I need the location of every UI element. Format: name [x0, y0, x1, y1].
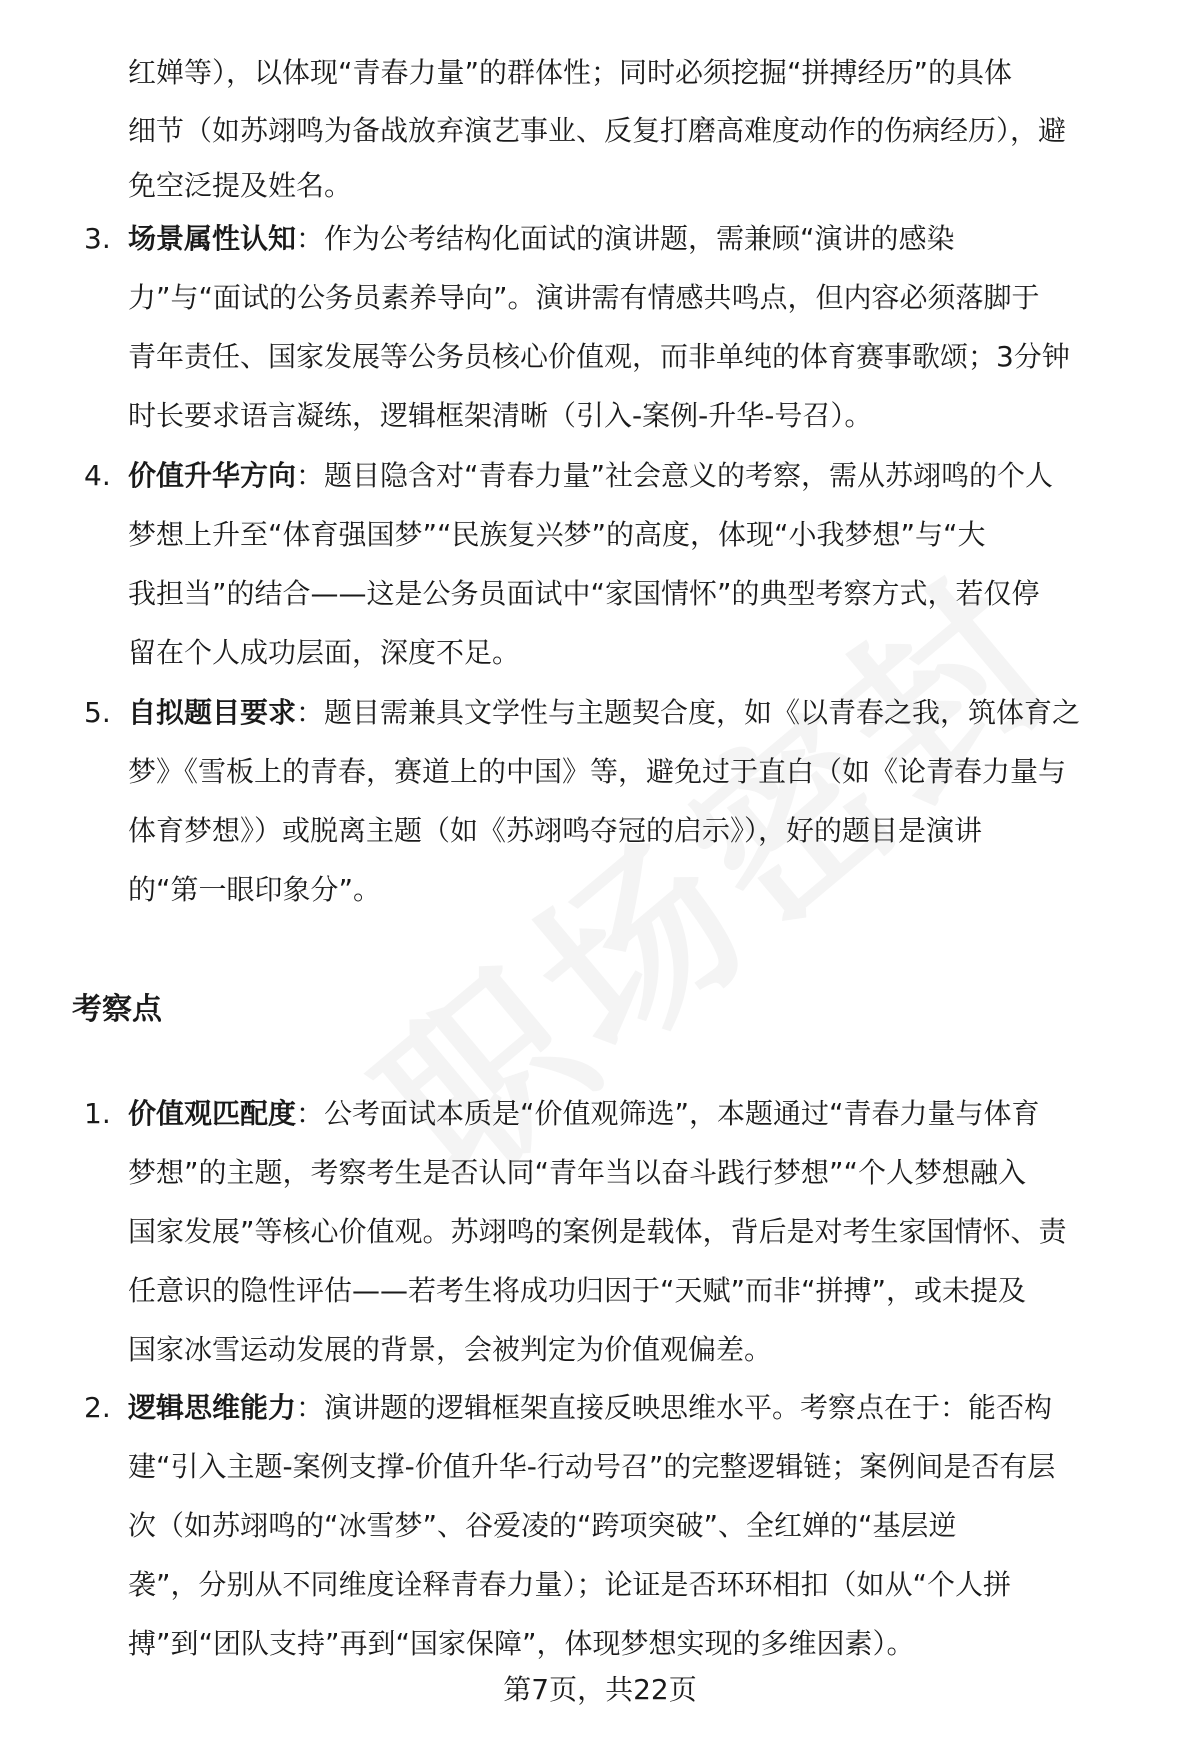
item-line: 时长要求语言凝练，逻辑框架清晰（引入-案例-升华-号召）。 — [128, 399, 873, 432]
item-text: ：题目需兼具文学性与主题契合度，如《以青春之我，筑体育之 — [296, 696, 1081, 729]
item-line: 梦想”的主题，考察考生是否认同“青年当以奋斗践行梦想”“个人梦想融入 — [128, 1156, 1027, 1189]
item-line: 搏”到“团队支持”再到“国家保障”，体现梦想实现的多维因素）。 — [128, 1627, 915, 1660]
item-line: 任意识的隐性评估——若考生将成功归因于“天赋”而非“拼搏”，或未提及 — [128, 1274, 1027, 1307]
item-text: ：公考面试本质是“价值观筛选”，本题通过“青春力量与体育 — [296, 1097, 1040, 1130]
item-title: 价值观匹配度 — [128, 1097, 297, 1130]
item-line: 袭”，分别从不同维度诠释青春力量）；论证是否环环相扣（如从“个人拼 — [128, 1568, 1012, 1601]
item-line: 梦想上升至“体育强国梦”“民族复兴梦”的高度，体现“小我梦想”与“大 — [128, 518, 986, 551]
list-number: 3. — [84, 222, 111, 255]
intro-line: 免空泛提及姓名。 — [128, 169, 353, 202]
intro-line: 红婵等），以体现“青春力量”的群体性；同时必须挖掘“拼搏经历”的具体 — [128, 56, 1013, 89]
item-title: 逻辑思维能力 — [128, 1391, 297, 1424]
item-line: 留在个人成功层面，深度不足。 — [128, 636, 521, 669]
item-title: 场景属性认知 — [128, 222, 297, 255]
item-title: 自拟题目要求 — [128, 696, 297, 729]
item-line: 体育梦想》）或脱离主题（如《苏翊鸣夺冠的启示》），好的题目是演讲 — [128, 814, 983, 847]
list-number: 5. — [84, 696, 111, 729]
item-line: 青年责任、国家发展等公务员核心价值观，而非单纯的体育赛事歌颂；3分钟 — [128, 340, 1070, 373]
page-number-footer: 第7页，共22页 — [503, 1673, 697, 1706]
item-line: 我担当”的结合——这是公务员面试中“家国情怀”的典型考察方式，若仅停 — [128, 577, 1040, 610]
item-text: ：题目隐含对“青春力量”社会意义的考察，需从苏翊鸣的个人 — [296, 459, 1054, 492]
item-title: 价值升华方向 — [128, 459, 297, 492]
item-text: ：演讲题的逻辑框架直接反映思维水平。考察点在于：能否构 — [296, 1391, 1053, 1424]
item-line: 的“第一眼印象分”。 — [128, 873, 382, 906]
item-line: 国家发展”等核心价值观。苏翊鸣的案例是载体，背后是对考生家国情怀、责 — [128, 1215, 1067, 1248]
item-line: 次（如苏翊鸣的“冰雪梦”、谷爱凌的“跨项突破”、全红婵的“基层逆 — [128, 1509, 957, 1542]
item-line: 力”与“面试的公务员素养导向”。演讲需有情感共鸣点，但内容必须落脚于 — [128, 281, 1040, 314]
section-heading: 考察点 — [72, 992, 162, 1027]
intro-line: 细节（如苏翊鸣为备战放弃演艺事业、反复打磨高难度动作的伤病经历），避 — [128, 114, 1067, 147]
item-line: 梦》《雪板上的青春，赛道上的中国》等，避免过于直白（如《论青春力量与 — [128, 755, 1067, 788]
list-number: 4. — [84, 459, 111, 492]
list-number: 2. — [84, 1391, 111, 1424]
item-line: 国家冰雪运动发展的背景，会被判定为价值观偏差。 — [128, 1333, 773, 1366]
item-line: 建“引入主题-案例支撑-价值升华-行动号召”的完整逻辑链；案例间是否有层 — [128, 1450, 1056, 1483]
list-number: 1. — [84, 1097, 111, 1130]
item-text: ：作为公考结构化面试的演讲题，需兼顾“演讲的感染 — [296, 222, 955, 255]
